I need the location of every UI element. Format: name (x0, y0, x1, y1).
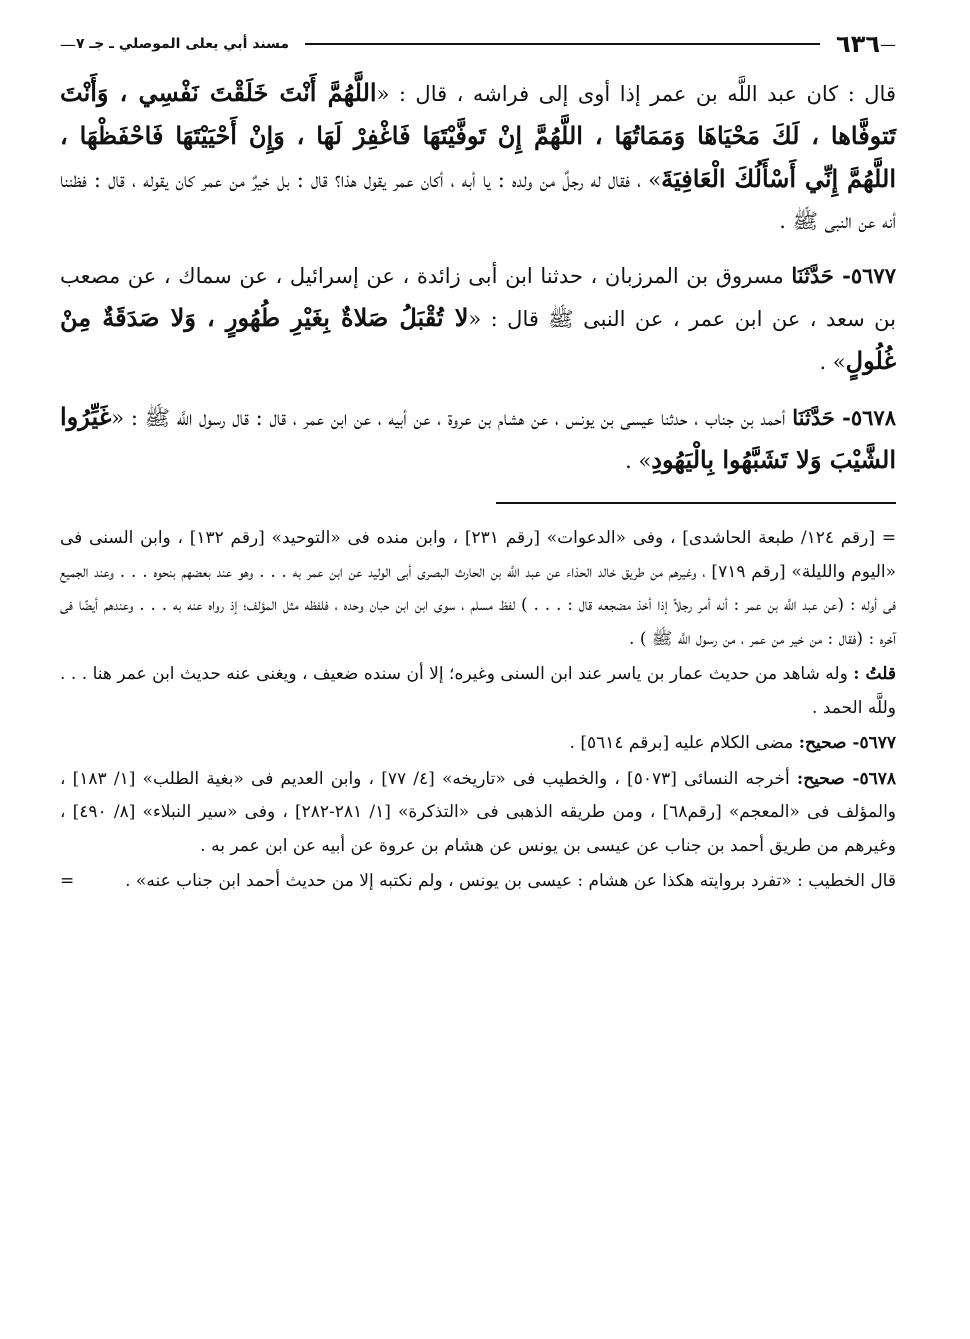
hadith-number: ٥٦٧٧ (850, 263, 896, 288)
hadith-matn: لا تُقْبَلُ صَلاةٌ بِغَيْرِ طُهُورٍ ، وَلا صَدَقَةٌ مِنْ غُلُولٍ (60, 303, 896, 375)
para1-dua: اللَّهُمَّ أَنْتَ خَلَقْتَ نَفْسِي ، وَأَنْتَ تَتوفَّاها ، لَكَ مَحْيَاهَا وَمَمَاتُهَا ، اللَّهُمَّ إِنْ تَوفَّيْتَهَا فَاغْفِرْ لَهَا ، وَإِنْ أَحْيَيْتَهَا فَاحْفَظْهَا ، اللَّهُمَّ إِنِّي أَسْأَلُكَ الْعَافِيَةَ (60, 78, 896, 193)
note-5678-text: أخرجه النسائى [٥٠٧٣] ، والخطيب فى «تاريخه» [٤/ ٧٧] ، وابن العديم فى «بغية الطلب» [١/ ١٨٣] ، والمؤلف فى «المعجم» [رقم٦٨] ، ومن طريقه الذهبى فى «التذكرة» [١/ ٢٨١-٢٨٢] ، وفى «سير النبلاء» [٨/ ٤٩٠] ، وغيرهم من طريق أحمد بن جناب عن عيسى بن يونس عن هشام بن عروة عن أبيه عن ابن عمر به . (60, 768, 896, 856)
header-dash-end: — (60, 34, 76, 54)
footnote-separator (496, 502, 896, 504)
hadith-matn: غَيِّرُوا الشَّيْبَ وَلا تَشَبَّهُوا بِالْيَهُودِ (60, 402, 896, 474)
hadith-end: » . (625, 449, 652, 473)
paragraph-1 (60, 72, 896, 242)
hadith-5678: ٥٦٧٨- حَدَّثَنَا أحمد بن جناب ، حدثنا عيسى بن يونس ، عن هشام بن عروة ، عن أبيه ، عن ابن عمر ، قال : قال رسول اللَّه ﷺ : «غَيِّرُوا الشَّيْبَ وَلا تَشَبَّهُوا بِالْيَهُودِ» . (60, 402, 896, 474)
hadith-chain: مسروق بن المرزبان ، حدثنا ابن أبى زائدة ، عن إسرائيل ، عن سماك ، عن مصعب بن سعد ، عن ابن عمر ، عن النبى ﷺ قال : « (60, 264, 896, 331)
running-title: مسند أبي يعلى الموصلي ـ جـ ٧ (76, 36, 290, 52)
header-rule (305, 43, 820, 45)
note-5677 (60, 727, 896, 761)
haddathana-label: حَدَّثَنَا (791, 263, 834, 288)
note-qultu (60, 658, 896, 725)
note-5678-label: ٥٦٧٨- صحيح: (796, 768, 896, 789)
page-header (60, 22, 896, 66)
note-continuation: = [رقم ١٢٤/ طبعة الحاشدى] ، وفى «الدعوات» [رقم ٢٣١] ، وابن منده فى «التوحيد» [رقم ١٣٢] ، وابن السنى فى «اليوم والليلة» [رقم ٧١٩] ، وغيرهم من طريق خالد الحذاء عن عبد اللَّه بن الحارث البصرى أبى الوليد عن ابن عمر به . . . وهو عند بعضهم بنحوه . . . وعند الجميع فى أوله : (عن عبد اللَّه بن عمر : أنه أمر رجلاً إذا أخذ مضجعه قال : . . . ) لفظ مسلم ، سوى ابن ابن حبان وحده ، فلفظه مثل المؤلف؛ إذ رواه عنه به . . . وعندهم أيضًا فى آخره : (فقال : من خير من عمر ، من رسول اللَّه ﷺ ) . (60, 528, 897, 649)
continuation-mark: = (60, 871, 75, 891)
footnotes (60, 522, 896, 901)
note-5678 (60, 763, 896, 864)
header-dash: — (880, 34, 896, 54)
haddathana-label: حَدَّثَنَا (792, 405, 835, 430)
page (60, 22, 896, 901)
hadith-chain: أحمد بن جناب ، حدثنا عيسى بن يونس ، عن هشام بن عروة ، عن أبيه ، عن ابن عمر ، قال : قال رسول اللَّه ﷺ : « (111, 406, 786, 430)
hadith-5677: ٥٦٧٧- حَدَّثَنَا مسروق بن المرزبان ، حدثنا ابن أبى زائدة ، عن إسرائيل ، عن سماك ، عن مصعب بن سعد ، عن ابن عمر ، عن النبى ﷺ قال : «لا تُقْبَلُ صَلاةٌ بِغَيْرِ طُهُورٍ ، وَلا صَدَقَةٌ مِنْ غُلُولٍ» . (60, 263, 896, 375)
hadith-number: ٥٦٧٨ (850, 405, 896, 430)
qultu-label: قلتُ : (853, 664, 896, 684)
para1-rest: » ، فقال له رجلٌ من ولده : يا أبه ، أكان عمر يقول هذا؟ قال : بل خيرٌ من عمر كان يقوله ، قال : فظننا أنه عن النبى ﷺ . (60, 168, 896, 233)
note-5677-label: ٥٦٧٧- صحيح: (798, 733, 896, 753)
para1-intro: قال : كان عبد اللَّه بن عمر إذا أوى إلى فراشه ، قال : « (376, 82, 896, 106)
note-khatib: قال الخطيب : «تفرد بروايته هكذا عن هشام : عيسى بن يونس ، ولم نكتبه إلا من حديث أحمد ابن جناب عنه» . (125, 871, 896, 891)
note-5677-text: مضى الكلام عليه [برقم ٥٦١٤] . (569, 733, 794, 753)
qultu-text: وله شاهد من حديث عمار بن ياسر عند ابن السنى وغيره؛ إلا أن سنده ضعيف ، ويغنى عنه حديث ابن عمر هنا . . . وللَّه الحمد . (60, 664, 896, 718)
note-khatib-line (60, 865, 896, 901)
main-text (60, 72, 896, 482)
page-number: ٦٣٦ (836, 30, 880, 58)
hadith-end: » . (819, 350, 846, 374)
